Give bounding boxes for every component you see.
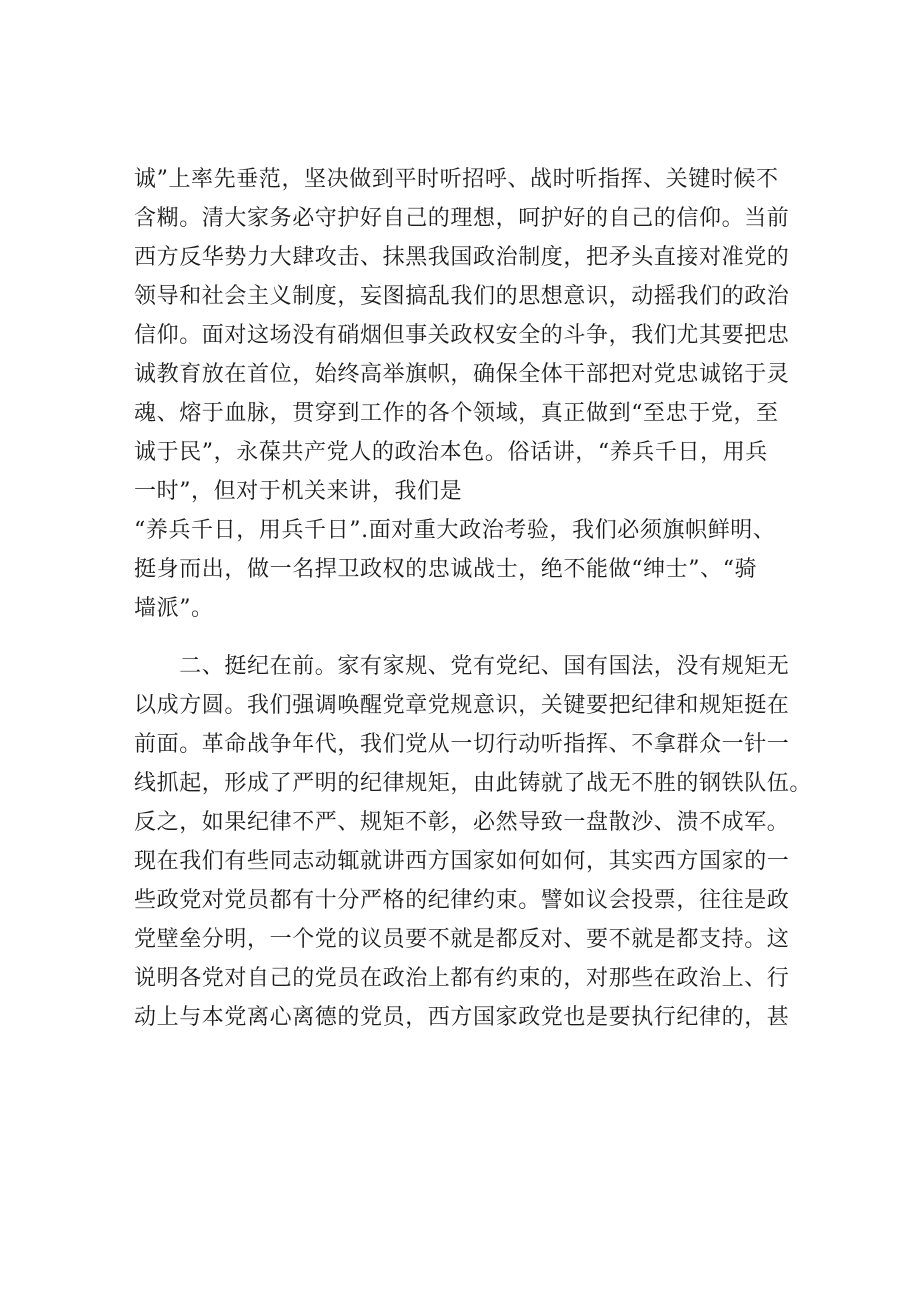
text-line: 说明各党对自己的党员在政治上都有约束的，对那些在政治上、行 [134, 966, 790, 991]
text-line: 西方反华势力大肆攻击、抹黑我国政治制度，把矛头直接对准党的 [134, 245, 790, 270]
text-line: 反之，如果纪律不严、规矩不彰，必然导致一盘散沙、溃不成军。 [134, 810, 790, 835]
text-line: 诚”上率先垂范，坚决做到平时听招呼、战时听指挥、关键时候不 [134, 167, 779, 192]
text-line: 以成方圆。我们强调唤醒党章党规意识，关键要把纪律和规矩挺在 [134, 693, 790, 718]
text-line: 诚教育放在首位，始终高举旗帜，确保全体干部把对党忠诚铭于灵 [134, 362, 790, 387]
text-line: 魂、熔于血脉，贯穿到工作的各个领域，真正做到“至忠于党，至 [134, 401, 779, 426]
text-line: 领导和社会主义制度，妄图搞乱我们的思想意识，动摇我们的政治 [134, 284, 790, 309]
text-line: 墙派”。 [134, 596, 214, 621]
paragraph-continuation [134, 160, 814, 628]
text-line: 现在我们有些同志动辄就讲西方国家如何如何，其实西方国家的一 [134, 849, 790, 874]
text-line: 些政党对党员都有十分严格的纪律约束。譬如议会投票，往往是政 [134, 888, 790, 913]
text-line: 挺身而出，做一名捍卫政权的忠诚战士，绝不能做“绅士”、“骑 [134, 557, 758, 582]
text-line: 线抓起，形成了严明的纪律规矩，由此铸就了战无不胜的钢铁队伍。 [134, 771, 813, 796]
text-line: 党壁垒分明，一个党的议员要不就是都反对、要不就是都支持。这 [134, 927, 790, 952]
text-line: 诚于民”，永葆共产党人的政治本色。俗话讲，“养兵千日，用兵 [134, 440, 768, 465]
text-line: 二、挺纪在前。家有家规、党有党纪、国有国法，没有规矩无 [134, 654, 790, 679]
text-line: 含糊。清大家务必守护好自己的理想，呵护好的自己的信仰。当前 [134, 206, 790, 231]
text-line: 动上与本党离心离德的党员，西方国家政党也是要执行纪律的，甚 [134, 1005, 790, 1030]
paragraph-section-two [134, 647, 814, 1037]
text-line: 前面。革命战争年代，我们党从一切行动听指挥、不拿群众一针一 [134, 732, 790, 757]
document-body [134, 160, 814, 1037]
text-line: “养兵千日，用兵千日”.面对重大政治考验，我们必须旗帜鲜明、 [134, 518, 776, 543]
text-line: 信仰。面对这场没有硝烟但事关政权安全的斗争，我们尤其要把忠 [134, 323, 790, 348]
paragraph-spacer [134, 628, 814, 647]
text-line: 一时”，但对于机关来讲，我们是 [134, 479, 463, 504]
